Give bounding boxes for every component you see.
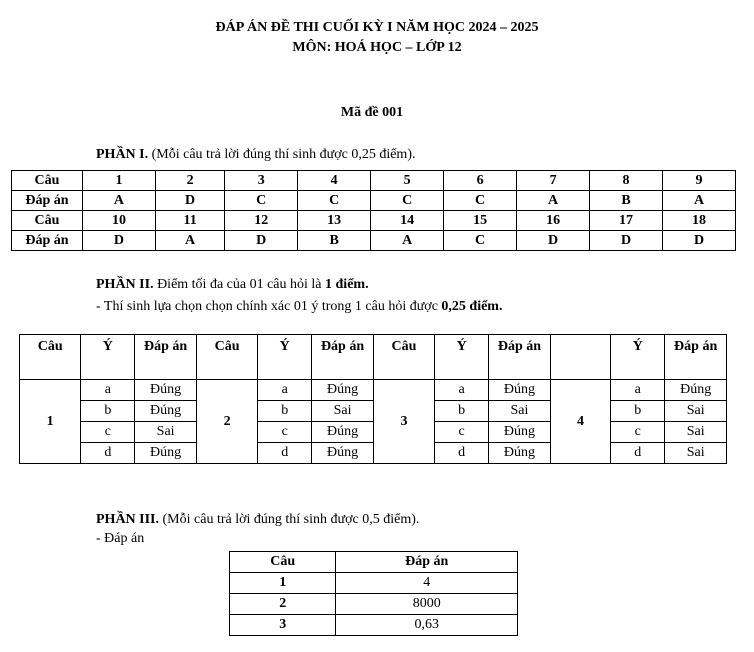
option-answer-cell: Đúng [135, 380, 197, 401]
option-letter-cell: c [435, 422, 489, 443]
question-number-cell: 15 [444, 211, 517, 231]
part1-heading-line [96, 147, 415, 163]
option-answer-cell: Đúng [312, 422, 374, 443]
column-header: Ý [258, 335, 312, 380]
question-number-cell: 4 [550, 380, 611, 464]
option-answer-cell: Đúng [489, 443, 551, 464]
option-answer-cell: Đúng [135, 443, 197, 464]
option-letter-cell: c [611, 422, 665, 443]
answer-cell: D [155, 191, 224, 211]
option-letter-cell: d [258, 443, 312, 464]
option-answer-cell: Sai [665, 443, 727, 464]
answer-cell: C [225, 191, 298, 211]
option-letter-cell: a [81, 380, 135, 401]
question-number-cell: 3 [373, 380, 434, 464]
table-row [12, 211, 736, 231]
part1-heading: PHẦN I. [96, 147, 149, 162]
column-header: Câu [196, 335, 257, 380]
answer-cell: A [663, 191, 736, 211]
option-letter-cell: d [81, 443, 135, 464]
question-number-cell: 7 [517, 171, 590, 191]
question-number-cell: 14 [371, 211, 444, 231]
question-number-cell: 12 [225, 211, 298, 231]
part3-heading-line [96, 512, 419, 528]
part3-sub: - Đáp án [96, 531, 145, 546]
question-number-cell: 2 [155, 171, 224, 191]
question-number-cell: 8 [590, 171, 663, 191]
option-answer-cell: Đúng [312, 443, 374, 464]
option-answer-cell: Đúng [312, 380, 374, 401]
question-number-cell: 17 [590, 211, 663, 231]
column-header: Ý [611, 335, 665, 380]
part3-heading: PHẦN III. [96, 512, 160, 527]
question-label-cell: Câu [12, 171, 83, 191]
part2-note-bold: 1 điểm. [325, 277, 369, 292]
part2-rule-line [96, 299, 502, 315]
option-letter-cell: c [258, 422, 312, 443]
part3-answer-table [229, 551, 518, 636]
option-letter-cell: a [611, 380, 665, 401]
answer-label-cell: Đáp án [12, 231, 83, 251]
answer-cell: B [298, 231, 371, 251]
column-header: Đáp án [665, 335, 727, 380]
answer-cell: B [590, 191, 663, 211]
answer-cell: 0,63 [336, 615, 518, 636]
question-number-cell: 3 [230, 615, 336, 636]
answer-cell: D [663, 231, 736, 251]
table-row [12, 171, 736, 191]
option-answer-cell: Sai [135, 422, 197, 443]
question-number-cell: 2 [196, 380, 257, 464]
table-row [12, 191, 736, 211]
column-header: Ý [81, 335, 135, 380]
option-letter-cell: b [258, 401, 312, 422]
part2-heading-line [96, 277, 369, 293]
question-number-cell: 11 [155, 211, 224, 231]
answer-cell: 8000 [336, 594, 518, 615]
table-row [12, 231, 736, 251]
table-row [20, 422, 727, 443]
answer-cell: C [444, 231, 517, 251]
column-header: Câu [20, 335, 81, 380]
column-header: Đáp án [312, 335, 374, 380]
answer-label-cell: Đáp án [12, 191, 83, 211]
question-number-cell: 18 [663, 211, 736, 231]
option-answer-cell: Đúng [665, 380, 727, 401]
table-row [230, 615, 518, 636]
column-header [550, 335, 611, 380]
part2-rule-bold: 0,25 điểm. [441, 299, 503, 314]
table-row [20, 401, 727, 422]
answer-cell: C [371, 191, 444, 211]
question-number-cell: 1 [83, 171, 156, 191]
question-number-cell: 6 [444, 171, 517, 191]
option-answer-cell: Sai [665, 401, 727, 422]
part2-rule: - Thí sinh lựa chọn chọn chính xác 01 ý trong 1 câu hỏi được [96, 299, 442, 314]
question-number-cell: 5 [371, 171, 444, 191]
subject-title: MÔN: HOÁ HỌC – LỚP 12 [292, 40, 462, 55]
question-number-cell: 1 [230, 573, 336, 594]
option-answer-cell: Sai [312, 401, 374, 422]
option-answer-cell: Đúng [135, 401, 197, 422]
answer-cell: C [444, 191, 517, 211]
question-number-cell: 13 [298, 211, 371, 231]
document-title: ĐÁP ÁN ĐỀ THI CUỐI KỲ I NĂM HỌC 2024 – 2025 [215, 20, 539, 35]
column-header: Đáp án [489, 335, 551, 380]
column-header: Câu [373, 335, 434, 380]
option-letter-cell: b [81, 401, 135, 422]
column-header: Đáp án [336, 552, 518, 573]
option-answer-cell: Đúng [489, 422, 551, 443]
question-label-cell: Câu [12, 211, 83, 231]
option-letter-cell: b [435, 401, 489, 422]
answer-cell: D [225, 231, 298, 251]
question-number-cell: 9 [663, 171, 736, 191]
column-header: Đáp án [135, 335, 197, 380]
answer-cell: D [517, 231, 590, 251]
question-number-cell: 4 [298, 171, 371, 191]
part1-note: (Mỗi câu trả lời đúng thí sinh được 0,25 điểm). [148, 147, 416, 162]
answer-cell: A [517, 191, 590, 211]
option-letter-cell: c [81, 422, 135, 443]
option-letter-cell: a [258, 380, 312, 401]
question-number-cell: 16 [517, 211, 590, 231]
table-row [20, 443, 727, 464]
column-header: Câu [230, 552, 336, 573]
option-answer-cell: Sai [665, 422, 727, 443]
option-letter-cell: d [435, 443, 489, 464]
question-number-cell: 3 [225, 171, 298, 191]
part2-answer-table [19, 334, 727, 464]
answer-cell: C [298, 191, 371, 211]
answer-cell: A [155, 231, 224, 251]
part2-heading: PHẦN II. [96, 277, 154, 292]
answer-cell: D [83, 231, 156, 251]
part2-note: Điểm tối đa của 01 câu hỏi là [153, 277, 326, 292]
option-letter-cell: a [435, 380, 489, 401]
answer-cell: 4 [336, 573, 518, 594]
part3-note: (Mỗi câu trả lời đúng thí sinh được 0,5 điểm). [159, 512, 420, 527]
question-number-cell: 10 [83, 211, 156, 231]
option-answer-cell: Đúng [489, 380, 551, 401]
answer-cell: A [371, 231, 444, 251]
answer-cell: D [590, 231, 663, 251]
column-header: Ý [435, 335, 489, 380]
exam-code: Mã đề 001 [340, 105, 404, 120]
table-row [230, 594, 518, 615]
question-number-cell: 2 [230, 594, 336, 615]
table-row [230, 573, 518, 594]
option-letter-cell: b [611, 401, 665, 422]
option-letter-cell: d [611, 443, 665, 464]
answer-cell: A [83, 191, 156, 211]
part1-answer-table [11, 170, 736, 251]
option-answer-cell: Sai [489, 401, 551, 422]
question-number-cell: 1 [20, 380, 81, 464]
table-row [20, 380, 727, 401]
